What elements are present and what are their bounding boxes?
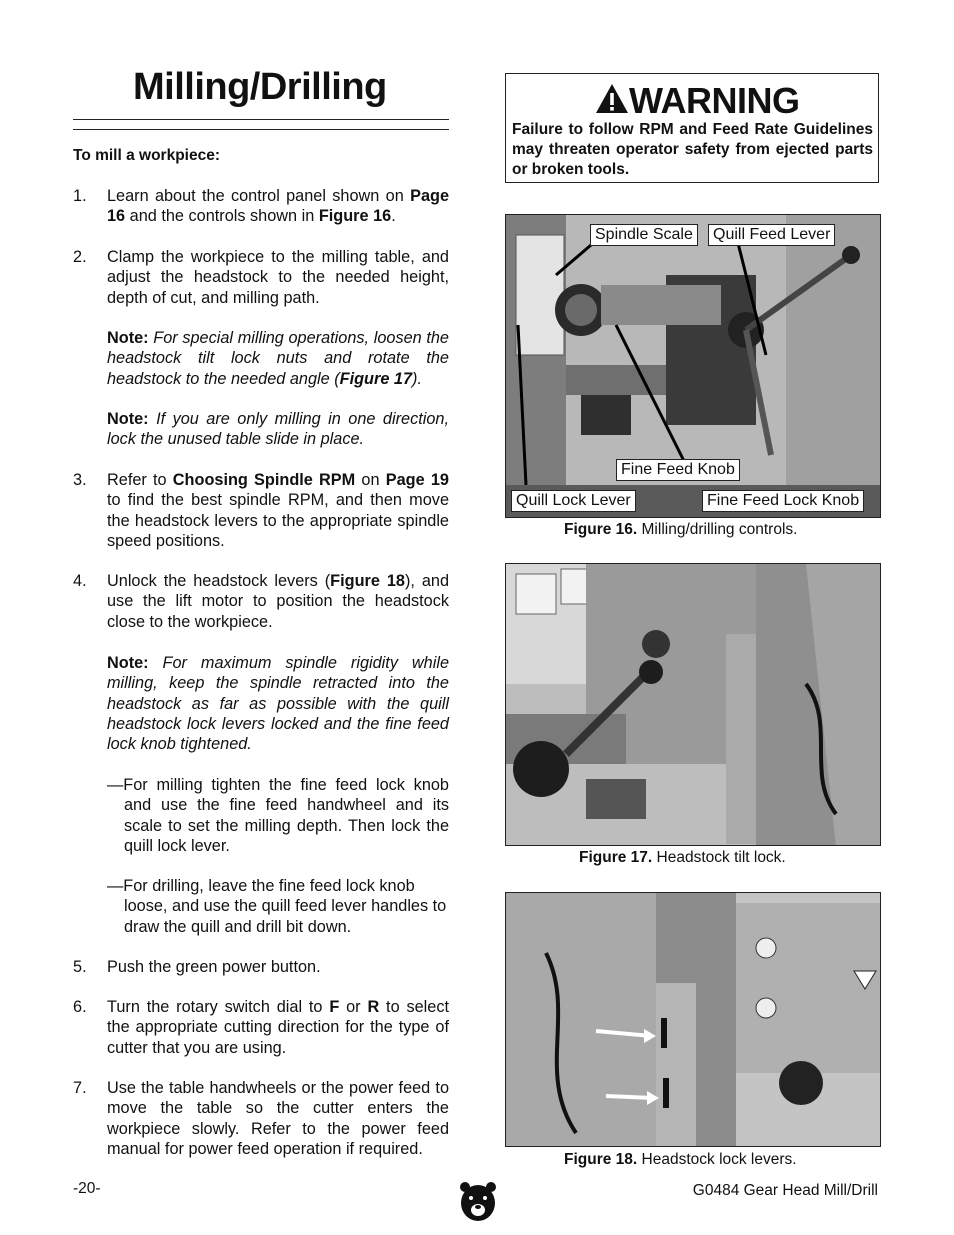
procedure-heading: To mill a workpiece:	[73, 147, 221, 164]
grizzly-bear-logo	[458, 1180, 498, 1222]
page-number: -20-	[73, 1180, 101, 1197]
step-7: 7. Use the table handwheels or the power feed to move the table so the cutter enters the workpiece slowly. Refer to the power feed manual for power feed operation if required.	[73, 1079, 449, 1158]
dash-drilling: —For drilling, leave the fine feed lock knob loose, and use the quill feed lever handles to draw the quill and drill bit down.	[107, 877, 447, 936]
figure-16-photo	[505, 214, 881, 518]
warning-text: Failure to follow RPM and Feed Rate Guidelines may threaten operator safety from ejected parts or broken tools.	[512, 121, 873, 178]
warning-box	[505, 73, 879, 183]
callout-spindle-scale: Spindle Scale	[590, 224, 698, 246]
step-2: 2. Clamp the workpiece to the milling table, and adjust the headstock to the needed height, depth of cut, and milling path.	[73, 248, 449, 307]
headstock-levers-illustration	[506, 893, 881, 1147]
figure-18-photo	[505, 892, 881, 1147]
dash-milling: —For milling tighten the fine feed lock knob and use the fine feed handwheel and its scale to set the milling depth. Then lock the quill lock lever.	[107, 776, 449, 855]
headstock-tilt-illustration	[506, 564, 881, 846]
step-1: 1. Learn about the control panel shown on Page 16 and the controls shown in Figure 16.	[73, 187, 449, 226]
step-6: 6. Turn the rotary switch dial to F or R to select the appropriate cutting direction for the type of cutter that you are using.	[73, 998, 449, 1057]
figure-17-photo	[505, 563, 881, 846]
title-rule-top	[73, 119, 449, 120]
callout-quill-lock-lever: Quill Lock Lever	[511, 490, 636, 512]
step-4: 4. Unlock the headstock levers (Figure 18), and use the lift motor to position the headstock close to the workpiece.	[73, 572, 450, 631]
note-slide: Note: If you are only milling in one direction, lock the unused table slide in place.	[107, 410, 449, 449]
note-tilt: Note: For special milling operations, loosen the headstock tilt lock nuts and rotate the headstock to the needed angle (Figure 17).	[107, 329, 449, 388]
warning-heading: WARNING	[629, 80, 800, 121]
callout-quill-feed-lever: Quill Feed Lever	[708, 224, 835, 246]
warning-triangle-icon	[595, 83, 629, 114]
step-5: 5. Push the green power button.	[73, 958, 321, 976]
figure-16-caption: Figure 16. Milling/drilling controls.	[564, 521, 798, 538]
figure-17-caption: Figure 17. Headstock tilt lock.	[579, 849, 786, 866]
footer-model: G0484 Gear Head Mill/Drill	[692, 1182, 878, 1199]
figure-18-caption: Figure 18. Headstock lock levers.	[564, 1151, 797, 1168]
title-rule-bottom	[73, 129, 449, 130]
page-title: Milling/Drilling	[133, 66, 387, 108]
callout-fine-feed-knob: Fine Feed Knob	[616, 459, 740, 481]
callout-fine-feed-lock-knob: Fine Feed Lock Knob	[702, 490, 864, 512]
step-3: 3. Refer to Choosing Spindle RPM on Page 19 to find the best spindle RPM, and then move the headstock levers to the appropriate spindle speed positions.	[73, 471, 449, 550]
note-rigidity: Note: For maximum spindle rigidity while milling, keep the spindle retracted into the headstock as far as possible with the quill headstock lock levers locked and the fine feed lock knob tightened.	[107, 654, 449, 754]
